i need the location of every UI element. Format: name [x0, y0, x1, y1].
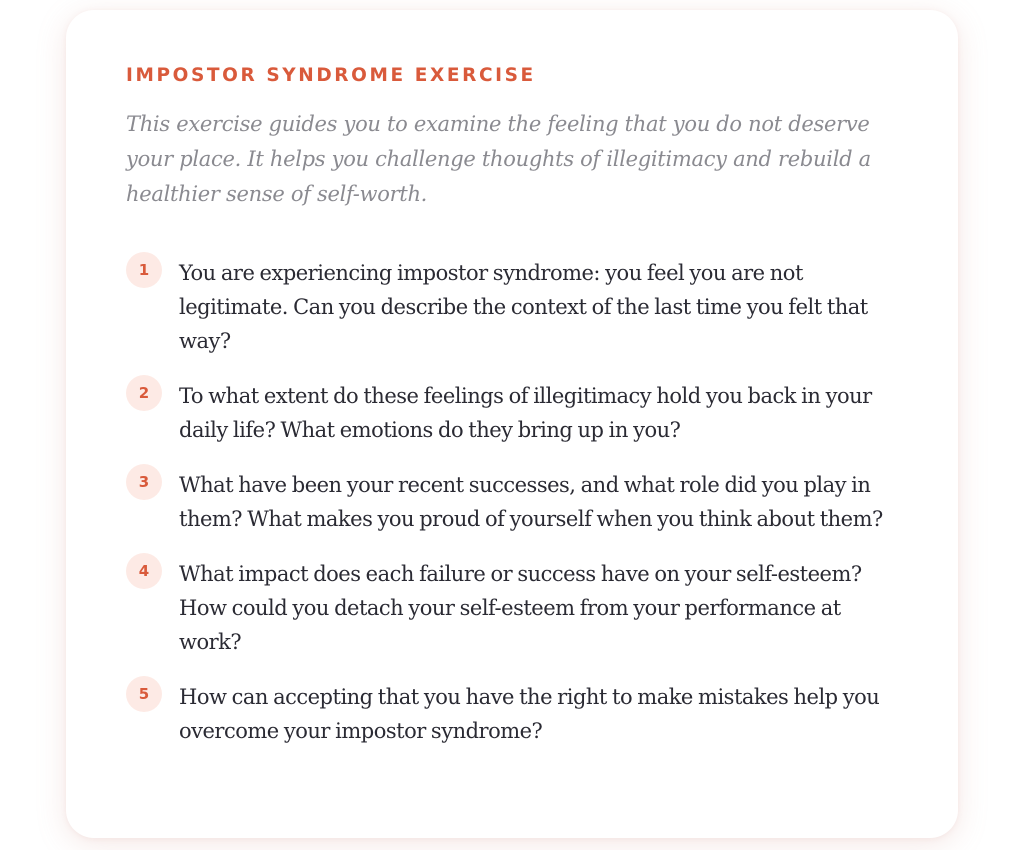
- question-list: [126, 256, 898, 748]
- question-item: [126, 557, 898, 659]
- exercise-intro: This exercise guides you to examine the feeling that you do not deserve your place. It helps you challenge thoughts of illegitimacy and rebuild a healthier sense of self-worth.: [126, 112, 871, 206]
- exercise-card: [66, 10, 958, 838]
- question-text: What impact does each failure or success have on your self-esteem? How could you detach your self-esteem from your performance at work?: [179, 562, 862, 654]
- question-text: How can accepting that you have the right to make mistakes help you overcome your impostor syndrome?: [179, 685, 880, 743]
- step-number-badge: 1: [126, 252, 162, 288]
- question-item: [126, 468, 898, 536]
- step-number-badge: 2: [126, 375, 162, 411]
- step-number-badge: 3: [126, 464, 162, 500]
- step-number-badge: 5: [126, 676, 162, 712]
- question-item: [126, 680, 898, 748]
- question-text: To what extent do these feelings of illegitimacy hold you back in your daily life? What emotions do they bring up in you?: [179, 384, 872, 442]
- step-number-badge: 4: [126, 553, 162, 589]
- question-item: [126, 256, 898, 358]
- exercise-title: IMPOSTOR SYNDROME EXERCISE: [126, 65, 536, 86]
- question-text: What have been your recent successes, and what role did you play in them? What makes you proud of yourself when you think about them?: [179, 473, 883, 531]
- question-text: You are experiencing impostor syndrome: you feel you are not legitimate. Can you describe the context of the last time you felt that way?: [179, 261, 868, 353]
- question-item: [126, 379, 898, 447]
